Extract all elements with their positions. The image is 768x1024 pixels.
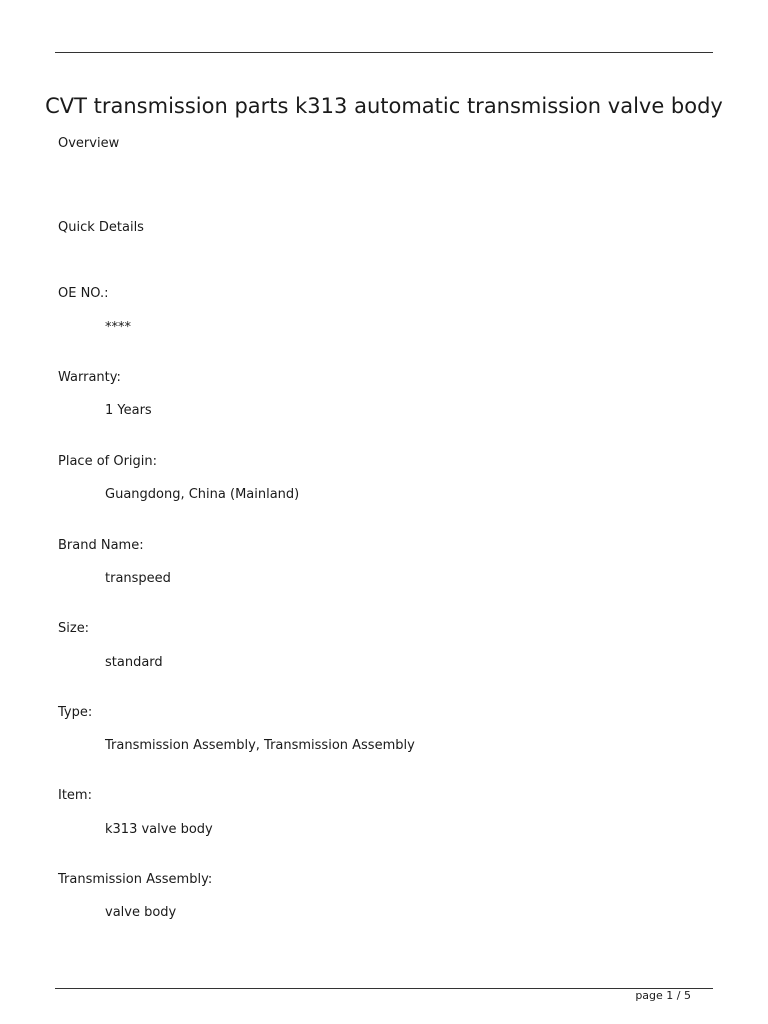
quick-details-heading: Quick Details: [58, 220, 144, 235]
detail-label-place-of-origin: Place of Origin:: [58, 454, 158, 469]
header-divider: [55, 52, 713, 53]
detail-value-oe-no: ****: [105, 320, 131, 335]
detail-label-transmission-assembly: Transmission Assembly:: [58, 872, 213, 887]
detail-value-size: standard: [105, 655, 163, 670]
detail-label-item: Item:: [58, 788, 92, 803]
page-number: page 1 / 5: [635, 989, 691, 1002]
footer-divider: [55, 988, 713, 989]
detail-value-transmission-assembly: valve body: [105, 905, 177, 920]
detail-label-brand-name: Brand Name:: [58, 538, 144, 553]
detail-value-warranty: 1 Years: [105, 403, 152, 418]
detail-label-type: Type:: [58, 705, 93, 720]
page-title: CVT transmission parts k313 automatic transmission valve body: [45, 94, 723, 118]
overview-heading: Overview: [58, 136, 120, 151]
detail-value-brand-name: transpeed: [105, 571, 171, 586]
detail-label-size: Size:: [58, 621, 90, 636]
detail-value-type: Transmission Assembly, Transmission Assembly: [105, 738, 415, 753]
detail-value-place-of-origin: Guangdong, China (Mainland): [105, 487, 300, 502]
detail-value-item: k313 valve body: [105, 822, 213, 837]
detail-label-oe-no: OE NO.:: [58, 286, 109, 301]
detail-label-warranty: Warranty:: [58, 370, 121, 385]
